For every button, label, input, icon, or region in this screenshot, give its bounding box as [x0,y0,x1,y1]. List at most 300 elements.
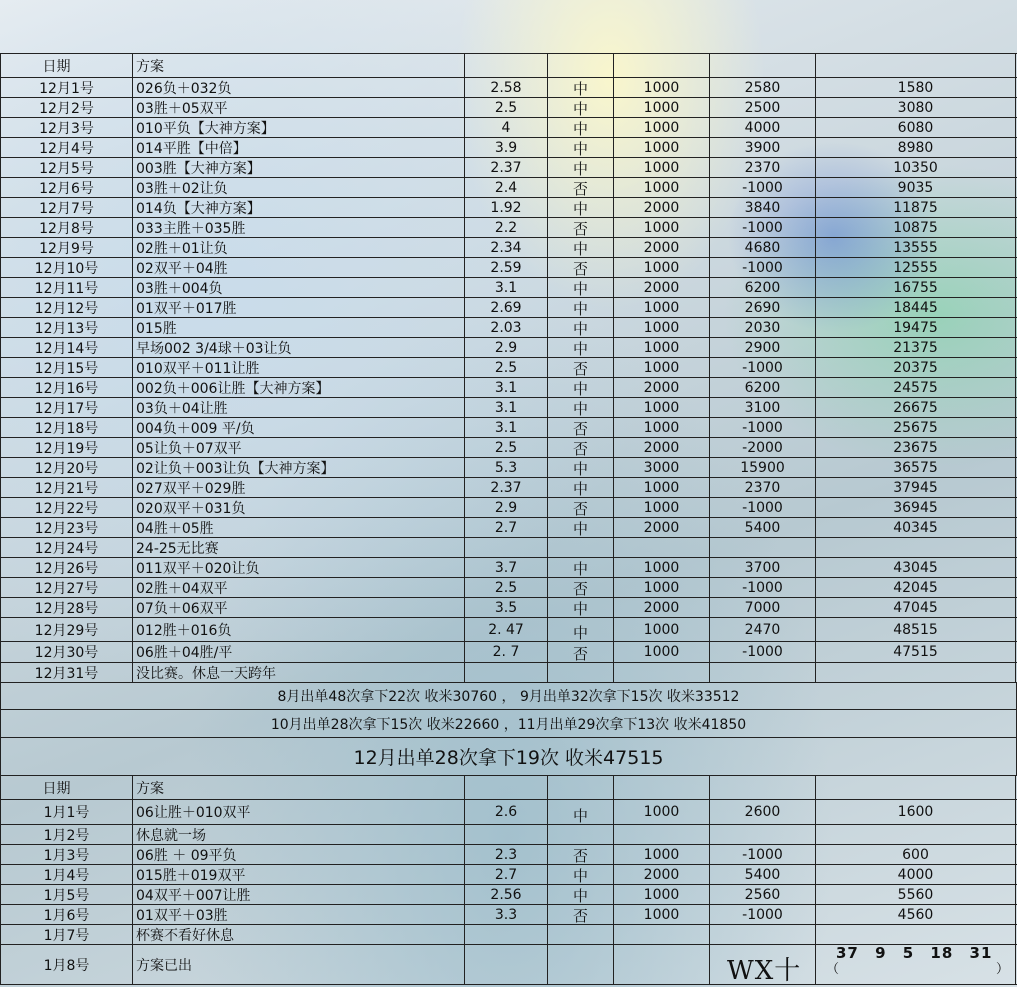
result-mark: 中 [572,600,588,618]
cell-odds: 2.37 [464,158,547,177]
cell-stake: 3000 [613,458,709,477]
cell-stake: 1000 [613,558,709,577]
cell-plan: 02胜＋04双平 [132,578,464,597]
cell-win: -1000 [709,905,815,924]
cell-win: 2370 [709,158,815,177]
cell-stake: 1000 [613,258,709,277]
cell-odds [464,538,547,557]
result-mark: 中 [572,867,588,885]
cell-date: 12月10号 [0,258,132,277]
cell-stake: 2000 [613,378,709,397]
cell-plan: 03胜＋05双平 [132,98,464,117]
cell-plan: 015胜 [132,318,464,337]
cell-result [547,845,613,864]
table-row [0,925,1017,945]
cell-stake: 2000 [613,198,709,217]
result-mark: 中 [572,200,588,218]
cell-plan: 03负＋04让胜 [132,398,464,417]
cell-win: -1000 [709,258,815,277]
result-mark: 中 [572,624,588,642]
cell-result [547,78,613,97]
result-mark: 否 [572,645,588,663]
result-mark: 中 [572,240,588,258]
cell-result [547,218,613,237]
cell-total: 36575 [815,458,1016,477]
cell-plan: 02胜＋01让负 [132,238,464,257]
cell-stake: 1000 [613,138,709,157]
code-open-paren: （ [826,962,840,977]
cell-date: 12月3号 [0,118,132,137]
cell-date: 12月14号 [0,338,132,357]
cell-win: 2500 [709,98,815,117]
table-row [0,78,1017,98]
cell-stake: 2000 [613,238,709,257]
cell-plan: 没比赛。休息一天跨年 [132,663,464,682]
cell-odds: 2.5 [464,98,547,117]
cell-win: 6200 [709,378,815,397]
cell-date: 12月5号 [0,158,132,177]
cell-win: 2470 [709,618,815,641]
cell-odds: 2.03 [464,318,547,337]
cell-plan: 002负＋006让胜【大神方案】 [132,378,464,397]
cell-odds: 3.9 [464,138,547,157]
cell-stake: 1000 [613,338,709,357]
cell-win: 5400 [709,518,815,537]
cell-result [547,642,613,662]
cell-total: 1600 [815,800,1016,824]
table-row [0,298,1017,318]
result-mark: 否 [572,440,588,458]
cell-plan: 07负＋06双平 [132,598,464,617]
cell-date: 12月18号 [0,418,132,437]
cell-result [547,118,613,137]
cell-total: 600 [815,845,1016,864]
cell-total: 47045 [815,598,1016,617]
cell-result [547,925,613,944]
cell-win: 15900 [709,458,815,477]
cell-date: 12月12号 [0,298,132,317]
result-mark: 中 [572,80,588,98]
cell-total: 19475 [815,318,1016,337]
cell-total: 9035 [815,178,1016,197]
cell-win: 6200 [709,278,815,297]
cell-date: 12月16号 [0,378,132,397]
cell-win: 2690 [709,298,815,317]
result-mark: 中 [572,887,588,905]
table-row [0,458,1017,478]
table-row [0,178,1017,198]
table-row [0,118,1017,138]
cell-odds [464,925,547,944]
cell-result [547,438,613,457]
cell-result [547,800,613,824]
table-row [0,338,1017,358]
cell-odds: 2.59 [464,258,547,277]
cell-date: 12月29号 [0,618,132,641]
cell-total: 6080 [815,118,1016,137]
cell-total: 24575 [815,378,1016,397]
cell-total: 43045 [815,558,1016,577]
cell-win: -1000 [709,578,815,597]
cell-plan: 02双平＋04胜 [132,258,464,277]
cell-win: 3900 [709,138,815,157]
cell-plan: 04双平＋007让胜 [132,885,464,904]
table-row [0,845,1017,865]
cell-result [547,578,613,597]
cell-odds: 2.58 [464,78,547,97]
cell-odds: 2.34 [464,238,547,257]
cell-odds: 2. 47 [464,618,547,641]
cell-stake: 1000 [613,118,709,137]
table-row [0,618,1017,642]
cell-win: -1000 [709,358,815,377]
result-mark: 否 [572,500,588,518]
cell-plan: 早场002 3/4球＋03让负 [132,338,464,357]
cell-stake: 1000 [613,318,709,337]
table-row [0,158,1017,178]
cell-win: -1000 [709,178,815,197]
cell-plan: 010双平＋011让胜 [132,358,464,377]
cell-stake: 1000 [613,800,709,824]
cell-result [547,258,613,277]
cell-win [709,663,815,682]
cell-odds: 3.3 [464,905,547,924]
result-mark: 中 [572,300,588,318]
cell-result [547,945,613,984]
cell-result [547,598,613,617]
cell-date: 1月3号 [0,845,132,864]
cell-plan: 012胜＋016负 [132,618,464,641]
cell-total: 23675 [815,438,1016,457]
cell-odds: 2.7 [464,518,547,537]
cell-odds: 2.5 [464,358,547,377]
table-row [0,378,1017,398]
table-row [0,478,1017,498]
jan-header-row [0,776,1017,800]
cell-stake: 2000 [613,438,709,457]
cell-date: 12月7号 [0,198,132,217]
cell-win: 5400 [709,865,815,884]
cell-plan: 06让胜＋010双平 [132,800,464,824]
cell-total [815,925,1016,944]
table-header-row [0,54,1017,78]
cell-win: 2600 [709,800,815,824]
cell-result [547,663,613,682]
cell-date: 12月19号 [0,438,132,457]
cell-win: -1000 [709,642,815,662]
table-row [0,418,1017,438]
cell-win: -1000 [709,218,815,237]
cell-stake: 2000 [613,518,709,537]
cell-plan: 033主胜＋035胜 [132,218,464,237]
cell-odds: 4 [464,118,547,137]
cell-total: 10350 [815,158,1016,177]
cell-result [547,518,613,537]
cell-plan: 004负＋009 平/负 [132,418,464,437]
result-mark: 中 [572,380,588,398]
cell-odds: 2.5 [464,438,547,457]
result-mark: 中 [572,460,588,478]
cell-stake: 1000 [613,418,709,437]
cell-odds: 2.5 [464,578,547,597]
header-plan: 方案 [132,54,464,77]
cell-win: -1000 [709,845,815,864]
cell-result [547,138,613,157]
cell-result [547,278,613,297]
table-row [0,278,1017,298]
cell-total: 40345 [815,518,1016,537]
cell-plan: 方案已出 [132,945,464,984]
result-mark: 否 [572,360,588,378]
cell-plan: 休息就一场 [132,825,464,844]
cell-win [709,538,815,557]
cell-total: 42045 [815,578,1016,597]
cell-odds: 2.2 [464,218,547,237]
cell-stake: 1000 [613,578,709,597]
cell-odds [464,663,547,682]
cell-win: 3840 [709,198,815,217]
cell-plan: 020双平＋031负 [132,498,464,517]
cell-result [547,478,613,497]
cell-plan: 011双平＋020让负 [132,558,464,577]
cell-total: 4560 [815,905,1016,924]
cell-stake: 1000 [613,298,709,317]
table-row [0,642,1017,663]
jan-header-date: 日期 [0,776,132,799]
cell-date: 1月1号 [0,800,132,824]
cell-plan: 01双平＋03胜 [132,905,464,924]
cell-plan: 014负【大神方案】 [132,198,464,217]
result-mark: 否 [572,420,588,438]
cell-total: 13555 [815,238,1016,257]
cell-result [547,178,613,197]
cell-plan: 015胜＋019双平 [132,865,464,884]
cell-total: 5560 [815,885,1016,904]
cell-result [547,198,613,217]
cell-total: 25675 [815,418,1016,437]
cell-stake [613,945,709,984]
cell-odds: 3.5 [464,598,547,617]
cell-stake [613,825,709,844]
result-mark: 中 [572,160,588,178]
cell-date: 12月26号 [0,558,132,577]
cell-total: 18445 [815,298,1016,317]
table-row [0,578,1017,598]
cell-date: 12月24号 [0,538,132,557]
cell-result [547,538,613,557]
record-table [0,53,1017,985]
result-mark: 中 [572,100,588,118]
table-row [0,498,1017,518]
cell-result [547,865,613,884]
table-row [0,865,1017,885]
cell-date: 1月8号 [0,945,132,984]
cell-stake: 1000 [613,178,709,197]
cell-date: 1月2号 [0,825,132,844]
table-row [0,885,1017,905]
cell-win: 3700 [709,558,815,577]
cell-odds: 2.7 [464,865,547,884]
cell-total [815,538,1016,557]
cell-result [547,885,613,904]
cell-result [547,298,613,317]
cell-total: 36945 [815,498,1016,517]
cell-win: 2030 [709,318,815,337]
cell-date: 12月1号 [0,78,132,97]
cell-plan: 06胜 ＋ 09平负 [132,845,464,864]
cell-total: 21375 [815,338,1016,357]
table-row [0,825,1017,845]
wechat-label: WX十 [727,956,802,986]
jan-header-plan: 方案 [132,776,464,799]
cell-stake: 1000 [613,642,709,662]
cell-date: 12月17号 [0,398,132,417]
table-row [0,98,1017,118]
cell-date: 12月6号 [0,178,132,197]
cell-win: -1000 [709,418,815,437]
cell-date: 12月4号 [0,138,132,157]
cell-stake: 2000 [613,865,709,884]
table-row [0,198,1017,218]
cell-result [547,458,613,477]
cell-win [709,825,815,844]
cell-plan: 026负＋032负 [132,78,464,97]
cell-stake: 1000 [613,498,709,517]
table-row [0,905,1017,925]
result-mark: 否 [572,580,588,598]
cell-plan: 03胜＋02让负 [132,178,464,197]
cell-date: 12月8号 [0,218,132,237]
cell-result [547,318,613,337]
result-mark: 中 [572,560,588,578]
cell-total: 4000 [815,865,1016,884]
cell-plan: 010平负【大神方案】 [132,118,464,137]
cell-total: 26675 [815,398,1016,417]
table-row [0,800,1017,825]
cell-date: 12月13号 [0,318,132,337]
cell-odds: 2.3 [464,845,547,864]
cell-stake [613,925,709,944]
cell-stake: 1000 [613,905,709,924]
cell-odds: 2.9 [464,338,547,357]
cell-plan: 04胜＋05胜 [132,518,464,537]
cell-odds: 2.56 [464,885,547,904]
table-row [0,258,1017,278]
cell-stake [613,663,709,682]
cell-win: 7000 [709,598,815,617]
cell-result [547,498,613,517]
cell-result [547,398,613,417]
cell-stake [613,538,709,557]
cell-total: 47515 [815,642,1016,662]
cell-win: 4000 [709,118,815,137]
table-row [0,518,1017,538]
table-row [0,138,1017,158]
result-mark: 否 [572,907,588,925]
cell-date: 12月21号 [0,478,132,497]
table-row [0,218,1017,238]
result-mark: 中 [572,400,588,418]
cell-date: 12月2号 [0,98,132,117]
cell-win: 2560 [709,885,815,904]
summary-line-3: 12月出单28次拿下19次 收米47515 [0,738,1017,776]
cell-result [547,98,613,117]
cell-result [547,905,613,924]
result-mark: 中 [572,140,588,158]
cell-plan: 02让负＋003让负【大神方案】 [132,458,464,477]
result-mark: 中 [572,480,588,498]
cell-total: 48515 [815,618,1016,641]
cell-odds: 2.9 [464,498,547,517]
result-mark: 中 [572,520,588,538]
cell-odds: 2.69 [464,298,547,317]
cell-stake: 1000 [613,98,709,117]
cell-date: 1月6号 [0,905,132,924]
summary-line-1: 8月出单48次拿下22次 收米30760 ， 9月出单32次拿下15次 收米33512 [0,683,1017,710]
contact-code: 37 9 5 18 31 [836,944,993,962]
cell-stake: 1000 [613,78,709,97]
cell-total: 10875 [815,218,1016,237]
cell-date: 12月30号 [0,642,132,662]
result-mark: 否 [572,847,588,865]
cell-date: 12月28号 [0,598,132,617]
header-date: 日期 [0,54,132,77]
cell-plan: 杯赛不看好休息 [132,925,464,944]
result-mark: 否 [572,180,588,198]
cell-total: 1580 [815,78,1016,97]
cell-date: 12月31号 [0,663,132,682]
cell-result [547,378,613,397]
cell-result [547,825,613,844]
cell-date: 12月23号 [0,518,132,537]
cell-plan: 05让负＋07双平 [132,438,464,457]
cell-odds: 5.3 [464,458,547,477]
cell-stake: 2000 [613,278,709,297]
result-mark: 中 [572,120,588,138]
cell-odds [464,945,547,984]
cell-stake: 1000 [613,358,709,377]
cell-total: 20375 [815,358,1016,377]
cell-odds: 1.92 [464,198,547,217]
cell-date: 12月9号 [0,238,132,257]
cell-odds: 3.7 [464,558,547,577]
cell-odds: 2.37 [464,478,547,497]
cell-total: 16755 [815,278,1016,297]
cell-date: 12月22号 [0,498,132,517]
cell-odds [464,825,547,844]
cell-win: 3100 [709,398,815,417]
cell-date: 12月20号 [0,458,132,477]
cell-stake: 1000 [613,618,709,641]
table-row [0,438,1017,458]
cell-odds: 3.1 [464,278,547,297]
table-row [0,358,1017,378]
cell-date: 12月27号 [0,578,132,597]
cell-date: 12月15号 [0,358,132,377]
cell-result [547,158,613,177]
cell-win: -1000 [709,498,815,517]
cell-odds: 2.6 [464,800,547,824]
cell-plan: 027双平＋029胜 [132,478,464,497]
table-row [0,238,1017,258]
cell-win: 2370 [709,478,815,497]
cell-win: 4680 [709,238,815,257]
cell-stake: 1000 [613,218,709,237]
cell-date: 12月11号 [0,278,132,297]
result-mark: 中 [572,340,588,358]
cell-stake: 2000 [613,598,709,617]
result-mark: 否 [572,220,588,238]
